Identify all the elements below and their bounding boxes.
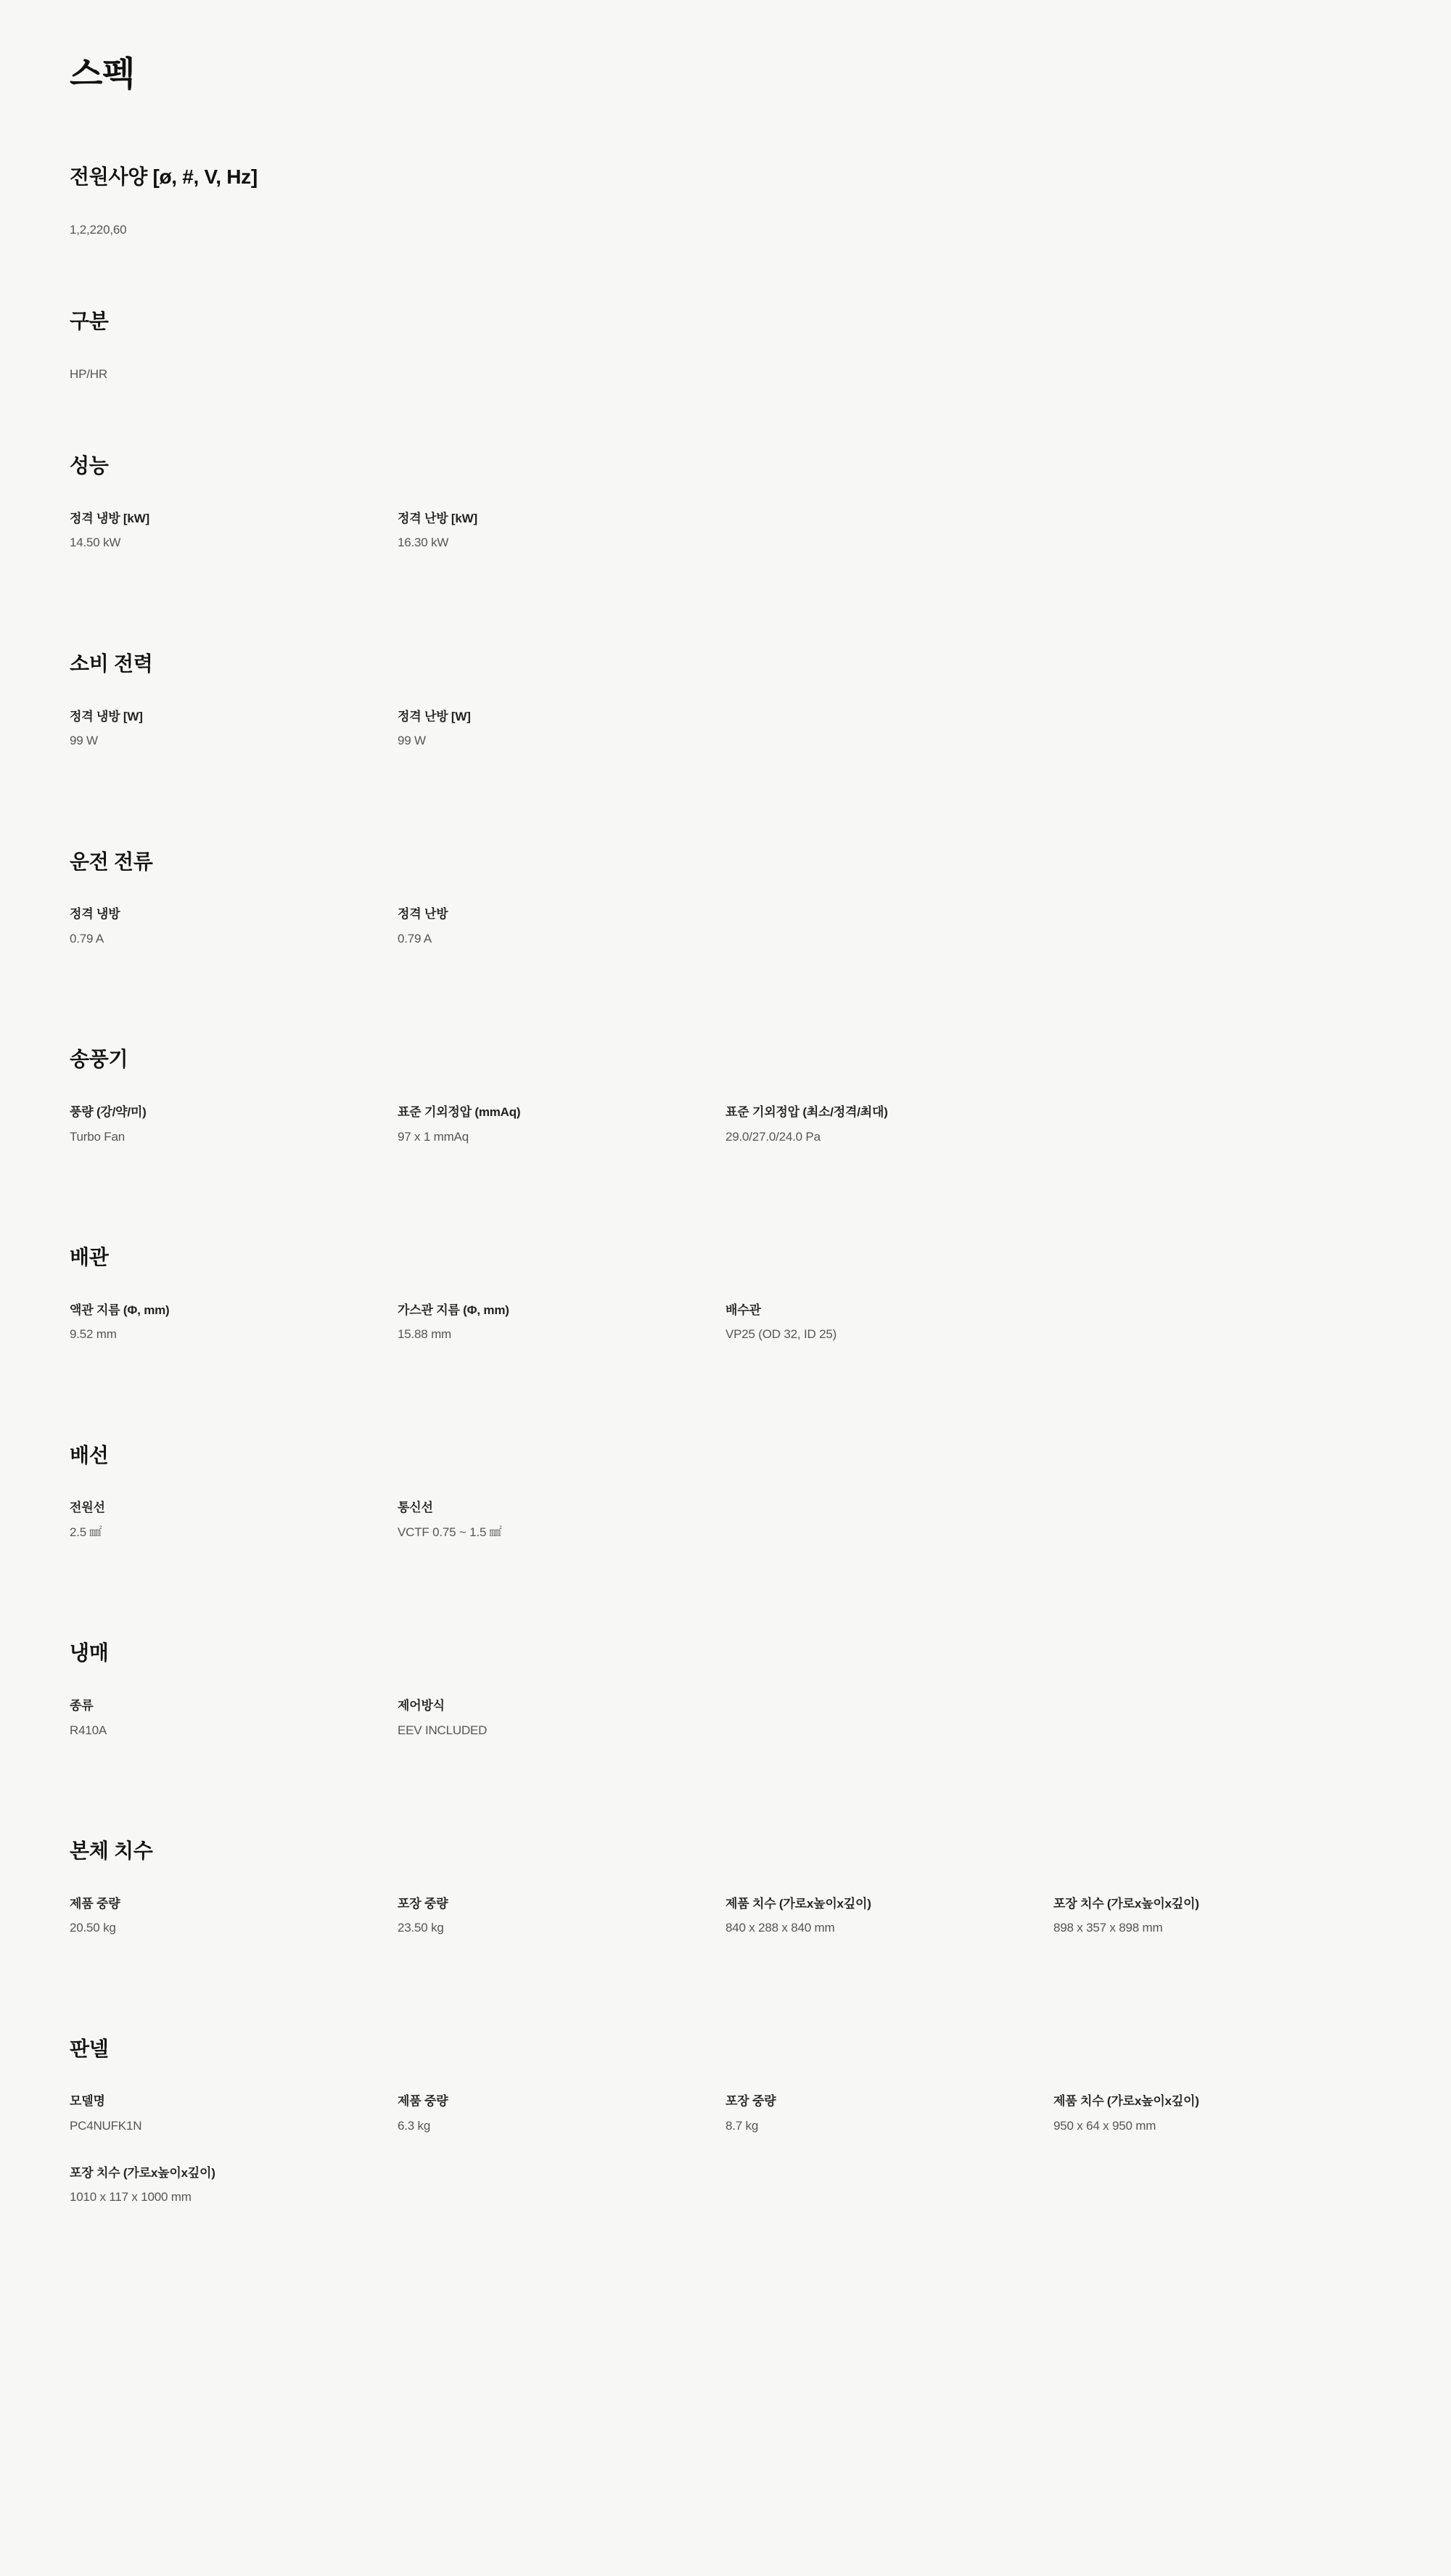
spec-field-value: 99 W: [70, 734, 98, 748]
spec-field-value: 6.3 kg: [398, 2118, 431, 2133]
spec-field-label: 포장 치수 (가로x높이x깊이): [70, 2165, 215, 2180]
spec-field: [70, 1499, 398, 1541]
spec-field-label: 종류: [70, 1698, 94, 1712]
section-title: 판넬: [70, 2037, 109, 2060]
spec-field: [70, 1104, 398, 1146]
spec-field-label: 제품 중량: [398, 2094, 448, 2109]
spec-field-label: 포장 중량: [398, 1896, 448, 1911]
spec-field-label: 정격 냉방 [W]: [70, 709, 143, 723]
spec-field-label: 정격 난방 [W]: [398, 709, 471, 723]
spec-field-label: 정격 난방: [398, 907, 448, 922]
spec-field: [726, 2093, 1053, 2135]
section-title: 송풍기: [70, 1048, 128, 1071]
spec-field: [398, 906, 726, 948]
section-value: 1,2,220,60: [70, 222, 127, 237]
spec-field-value: 0.79 A: [398, 931, 432, 946]
section-performance: [70, 453, 1381, 581]
spec-field-value: 840 x 288 x 840 mm: [726, 1921, 835, 1935]
spec-field-value: 97 x 1 mmAq: [398, 1129, 469, 1144]
section-panel: [70, 2036, 1381, 2236]
spec-field-value: 0.79 A: [70, 931, 104, 946]
section-title: 소비 전력: [70, 652, 153, 676]
spec-field-label: 표준 기외정압 (최소/정격/최대): [726, 1104, 888, 1119]
spec-field-value: 898 x 357 x 898 mm: [1053, 1921, 1163, 1935]
spec-field-value: 15.88 mm: [398, 1327, 451, 1342]
spec-field: [1053, 2093, 1381, 2135]
spec-field-value: 8.7 kg: [726, 2118, 759, 2133]
spec-field-value: 1010 x 117 x 1000 mm: [70, 2190, 192, 2204]
spec-field: [398, 1302, 726, 1344]
section-power-consumption: [70, 651, 1381, 779]
spec-field-value: 23.50 kg: [398, 1921, 444, 1935]
section-piping: [70, 1244, 1381, 1373]
spec-field-label: 제품 중량: [70, 1896, 120, 1911]
spec-field-value: 29.0/27.0/24.0 Pa: [726, 1129, 821, 1144]
spec-field: [70, 2165, 398, 2207]
spec-field-label: 제품 치수 (가로x높이x깊이): [726, 1896, 871, 1911]
field-grid: [70, 1895, 1381, 1966]
spec-field: [70, 1302, 398, 1344]
spec-field: [70, 1895, 398, 1937]
spec-field-value: R410A: [70, 1723, 107, 1737]
field-grid: [70, 708, 1381, 779]
spec-field-label: 액관 지름 (Φ, mm): [70, 1303, 170, 1317]
spec-field-label: 정격 난방 [kW]: [398, 511, 477, 525]
page-title: 스펙: [70, 54, 135, 93]
spec-field-value: EEV INCLUDED: [398, 1723, 488, 1737]
spec-field-value: Turbo Fan: [70, 1129, 125, 1144]
spec-field-value: 9.52 mm: [70, 1327, 117, 1342]
field-grid: [70, 510, 1381, 581]
section-title: 본체 치수: [70, 1839, 153, 1863]
spec-field: [726, 1302, 1053, 1344]
spec-field-label: 전원선: [70, 1501, 105, 1515]
spec-field-label: 배수관: [726, 1303, 761, 1317]
spec-field: [726, 1895, 1053, 1937]
section-title: 운전 전류: [70, 850, 153, 873]
spec-field-value: VP25 (OD 32, ID 25): [726, 1327, 837, 1342]
spec-field: [70, 708, 398, 750]
field-grid: [70, 1104, 1381, 1175]
spec-field-label: 제품 치수 (가로x높이x깊이): [1053, 2094, 1199, 2109]
section-refrigerant: [70, 1640, 1381, 1768]
field-grid: [70, 1697, 1381, 1768]
section-title: 구분: [70, 310, 109, 333]
section-operating-current: [70, 849, 1381, 977]
spec-field-label: 통신선: [398, 1501, 433, 1515]
spec-field-value: 2.5 ㎟: [70, 1525, 102, 1539]
field-grid: [70, 2093, 1381, 2236]
spec-field-label: 풍량 (강/약/미): [70, 1104, 147, 1119]
spec-field-label: 표준 기외정압 (mmAq): [398, 1104, 521, 1119]
spec-field-value: 20.50 kg: [70, 1921, 116, 1935]
spec-field: [1053, 1895, 1381, 1937]
section-body-dimensions: [70, 1838, 1381, 1966]
spec-field: [398, 1499, 726, 1541]
section-title: 전원사양 [ø, #, V, Hz]: [70, 165, 258, 189]
spec-field: [398, 1104, 726, 1146]
section-title: 성능: [70, 454, 109, 477]
field-grid: [70, 906, 1381, 977]
spec-field-label: 정격 냉방: [70, 907, 120, 922]
spec-field-label: 정격 냉방 [kW]: [70, 511, 149, 525]
spec-field-label: 포장 치수 (가로x높이x깊이): [1053, 1896, 1199, 1911]
section-power-spec: [70, 164, 1381, 239]
spec-field: [70, 510, 398, 552]
spec-field-label: 제어방식: [398, 1698, 445, 1712]
spec-field-value: 99 W: [398, 734, 426, 748]
section-title: 배관: [70, 1246, 109, 1269]
section-title: 냉매: [70, 1641, 109, 1665]
spec-field: [398, 708, 726, 750]
section-value: HP/HR: [70, 366, 107, 381]
section-wiring: [70, 1443, 1381, 1571]
section-classification: [70, 308, 1381, 383]
spec-field-value: 950 x 64 x 950 mm: [1053, 2118, 1156, 2133]
spec-field: [70, 906, 398, 948]
spec-field: [70, 2093, 398, 2135]
spec-field: [726, 1104, 1053, 1146]
section-title: 배선: [70, 1443, 109, 1467]
spec-sections: [70, 164, 1381, 2235]
bottom-spacer: [70, 2236, 1381, 2265]
spec-field: [398, 1697, 726, 1739]
spec-field: [398, 1895, 726, 1937]
field-grid: [70, 1499, 1381, 1570]
spec-field: [398, 2093, 726, 2135]
spec-field-value: 14.50 kW: [70, 536, 121, 550]
spec-field-label: 모델명: [70, 2094, 105, 2109]
spec-field-value: 16.30 kW: [398, 536, 449, 550]
spec-field-value: PC4NUFK1N: [70, 2118, 142, 2133]
spec-field: [70, 1697, 398, 1739]
field-grid: [70, 1302, 1381, 1373]
section-fan: [70, 1046, 1381, 1175]
spec-field: [398, 510, 726, 552]
spec-field-label: 가스관 지름 (Φ, mm): [398, 1303, 509, 1317]
spec-field-value: VCTF 0.75 ~ 1.5 ㎟: [398, 1525, 502, 1539]
spec-field-label: 포장 중량: [726, 2094, 776, 2109]
